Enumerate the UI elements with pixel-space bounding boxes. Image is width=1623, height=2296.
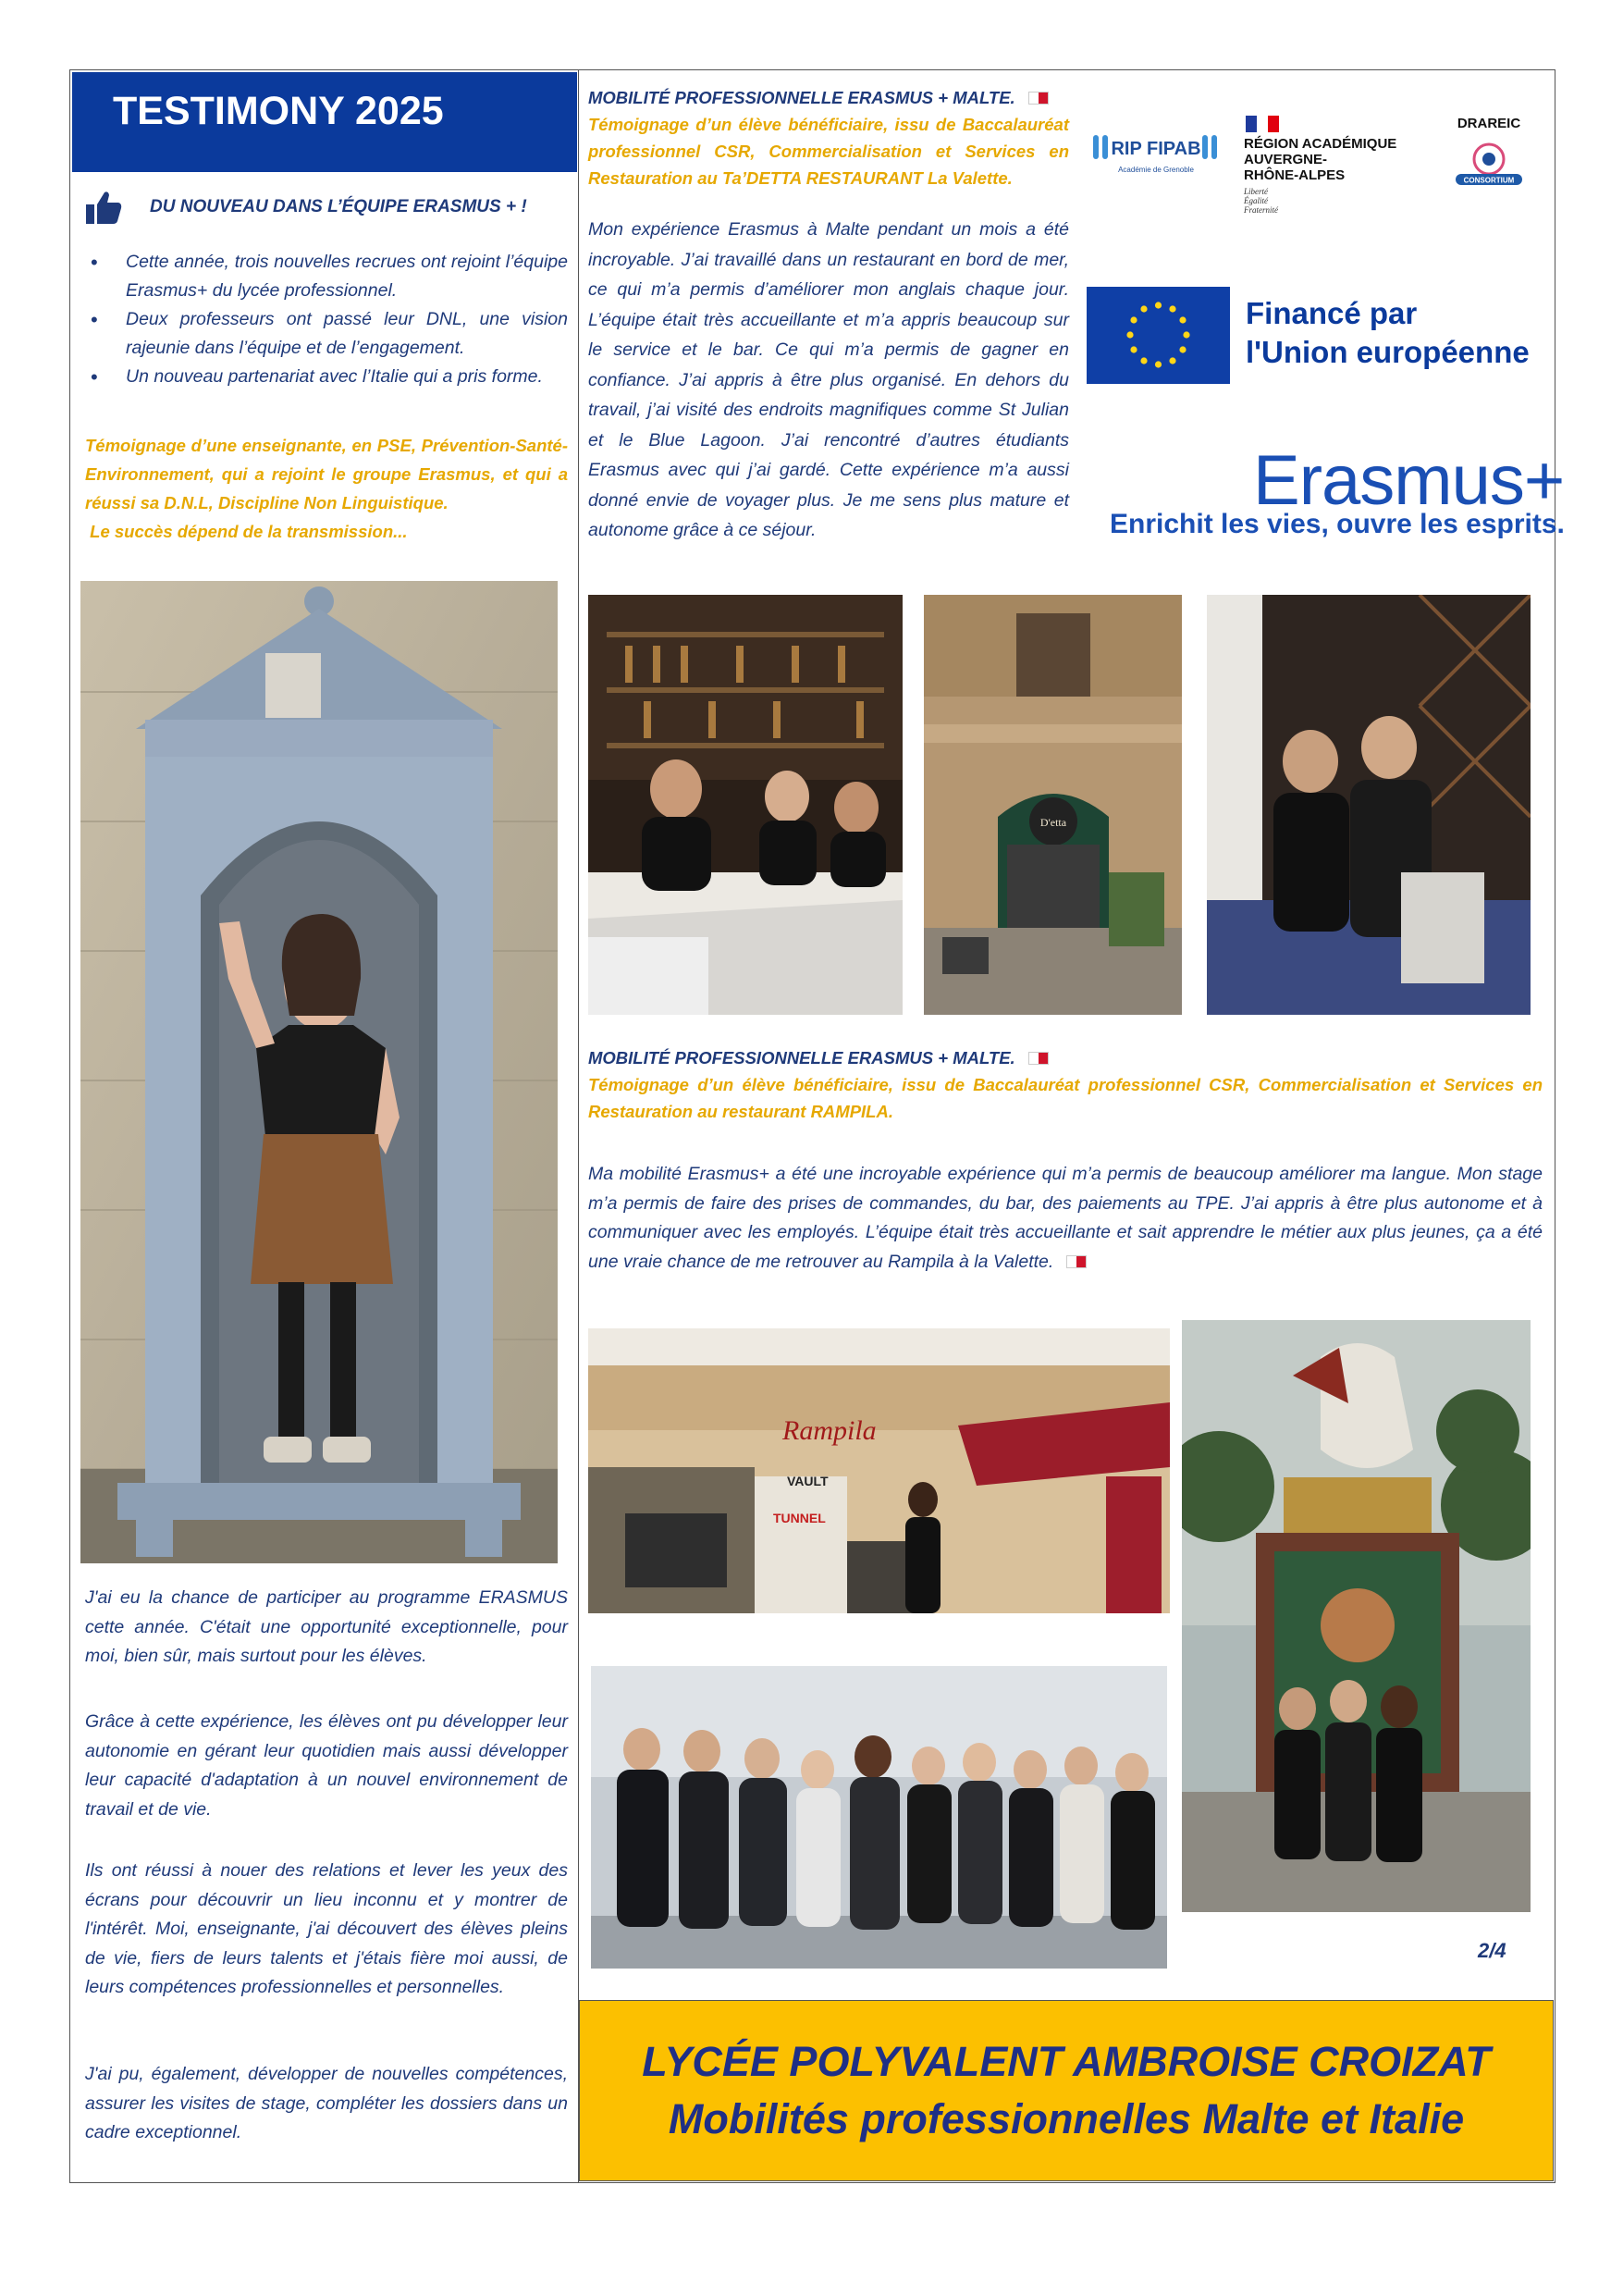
teacher-paragraph-2: Grâce à cette expérience, les élèves ont pu développer leur autonomie en gérant leur quotidien mais aussi développer leur capacité d'adaptation à un nouvel environnement de travail et de vie. bbox=[85, 1711, 568, 1820]
rip-logo-text: RIP FIPAB bbox=[1111, 139, 1201, 159]
rip-fipab-logo bbox=[1091, 130, 1221, 180]
news-list bbox=[85, 248, 568, 391]
eu-line-2: l'Union européenne bbox=[1246, 335, 1530, 369]
list-item: • Cette année, trois nouvelles recrues ont rejoint l’équipe Erasmus+ du lycée professionnel. bbox=[85, 248, 568, 305]
teacher-paragraph-1: J'ai eu la chance de participer au programme ERASMUS cette année. C'était une opportunité exceptionnelle, pour moi, bien sûr, mais surtout pour les élèves. bbox=[85, 1587, 568, 1666]
teacher-paragraph-3: Ils ont réussi à nouer des relations et lever les yeux des écrans pour découvrir un lieu inconnu et y montrer de l'intérêt. Moi, enseignante, j'ai découvert des élèves pleins de vie, fiers de leurs talents et j'étais fière moi aussi, de leurs compétences professionnelles et personnelles. bbox=[85, 1860, 568, 1997]
mobility-2-body bbox=[588, 1160, 1543, 1277]
news-heading-row bbox=[85, 187, 566, 228]
erasmus-logo: Erasmus+ bbox=[1253, 441, 1565, 520]
list-item: • Un nouveau partenariat avec l’Italie qui a pris forme. bbox=[85, 363, 568, 391]
two-students-restaurant-photo bbox=[1207, 595, 1531, 1015]
region-line-2: AUVERGNE- bbox=[1244, 152, 1328, 167]
mobility-2-subtitle: Témoignage d’un élève bénéficiaire, issu de Baccalauréat professionnel CSR, Commercialisation et Services en Restauration au restaurant RAMPILA. bbox=[588, 1075, 1543, 1121]
footer-school-name: LYCÉE POLYVALENT AMBROISE CROIZAT bbox=[642, 2038, 1491, 2085]
teacher-intro-line2: Le succès dépend de la transmission... bbox=[90, 522, 408, 541]
mobility-2-heading: MOBILITÉ PROFESSIONNELLE ERASMUS + MALTE. bbox=[588, 1048, 1015, 1068]
drareic-logo bbox=[1443, 116, 1535, 227]
footer-subtitle: Mobilités professionnelles Malte et Italie bbox=[668, 2095, 1465, 2142]
teacher-sentry-box-photo bbox=[80, 581, 558, 1563]
rampila-restaurant-photo bbox=[588, 1328, 1170, 1613]
rip-logo-subtext: Académie de Grenoble bbox=[1118, 166, 1194, 174]
region-line-3: RHÔNE-ALPES bbox=[1244, 167, 1346, 183]
footer-banner bbox=[579, 2000, 1554, 2181]
malta-flag-icon bbox=[1066, 1255, 1087, 1268]
eu-line-1: Financé par bbox=[1246, 296, 1418, 330]
region-motto: Liberté Égalité Fraternité bbox=[1244, 187, 1278, 215]
rampila-sign: Rampila bbox=[782, 1415, 877, 1446]
thumbs-up-icon bbox=[85, 190, 122, 225]
malta-flag-icon bbox=[1028, 92, 1049, 105]
erasmus-tagline: Enrichit les vies, ouvre les esprits. bbox=[1110, 509, 1565, 539]
mobility-2-header bbox=[588, 1045, 1543, 1125]
list-item: • Deux professeurs ont passé leur DNL, une vision rajeunie dans l’équipe et de l’engagement. bbox=[85, 305, 568, 363]
teacher-intro-text: Témoignage d’une enseignante, en PSE, Prévention-Santé-Environnement, qui a rejoint le groupe Erasmus, et qui a réussi sa D.N.L, Discipline Non Linguistique. bbox=[85, 436, 568, 512]
teacher-paragraph-4: J'ai pu, également, développer de nouvelles compétences, assurer les visites de stage, compléter les dossiers dans un cadre exceptionnel. bbox=[85, 2064, 568, 2142]
malta-flag-icon bbox=[1028, 1052, 1049, 1065]
drareic-label: DRAREIC bbox=[1457, 116, 1521, 131]
page-number: 2/4 bbox=[1478, 1939, 1506, 1962]
mobility-1-header bbox=[588, 85, 1069, 191]
mobility-1-heading: MOBILITÉ PROFESSIONNELLE ERASMUS + MALTE. bbox=[588, 88, 1015, 107]
bar-staff-photo bbox=[588, 595, 903, 1015]
statue-group-photo bbox=[1182, 1320, 1531, 1912]
teacher-intro bbox=[85, 431, 568, 546]
eu-funding-text bbox=[1246, 294, 1530, 372]
french-flag-icon bbox=[1246, 116, 1279, 132]
student-group-photo bbox=[591, 1666, 1167, 1969]
vault-sign: VAULT bbox=[787, 1474, 829, 1488]
eu-flag-icon bbox=[1087, 287, 1230, 384]
news-heading: DU NOUVEAU DANS L’ÉQUIPE ERASMUS + ! bbox=[150, 197, 527, 216]
region-academique-logo bbox=[1244, 116, 1429, 227]
consortium-text: CONSORTIUM bbox=[1463, 176, 1515, 185]
column-divider bbox=[578, 69, 579, 2183]
detta-restaurant-facade-photo bbox=[924, 595, 1182, 1015]
page-title: TESTIMONY 2025 bbox=[72, 72, 577, 172]
mobility-1-body: Mon expérience Erasmus à Malte pendant un mois a été incroyable. J’ai travaillé dans un restaurant en bord de mer, ce qui m’a permis d’améliorer mon anglais chaque jour. L’équipe était très accueillante et m’a appris beaucoup sur le service et le bar. Ce qui m’a permis de gagner en confiance. J’ai appris à être plus organisé. En dehors du travail, j’ai visité des endroits magnifiques comme St Julian et le Blue Lagoon. J’ai rencontré d’autres étudiants Erasmus avec qui j’ai gardé. Cette expérience m’a aussi donné envie de voyager plus. Je me sens plus mature et autonome grâce à ce séjour. bbox=[588, 219, 1069, 540]
mobility-1-subtitle: Témoignage d’un élève bénéficiaire, issu de Baccalauréat professionnel CSR, Commercialisation et Services en Restauration au Ta’DETTA RESTAURANT La Valette. bbox=[588, 115, 1069, 188]
mobility-2-body-text: Ma mobilité Erasmus+ a été une incroyable expérience qui m’a permis de beaucoup améliorer ma langue. Mon stage m’a permis de faire des prises de commandes, du bar, des paiements au TPE. J’ai appris à être plus autonome et à communiquer avec les employés. L’équipe était très accueillante et sait apprendre le métier aux plus jeunes, ça a été une vraie chance de me retrouver au Rampila à la Valette. bbox=[588, 1164, 1543, 1272]
tunnel-sign: TUNNEL bbox=[773, 1511, 826, 1525]
detta-sign: D'etta bbox=[1039, 816, 1067, 829]
region-line-1: RÉGION ACADÉMIQUE bbox=[1244, 136, 1397, 152]
